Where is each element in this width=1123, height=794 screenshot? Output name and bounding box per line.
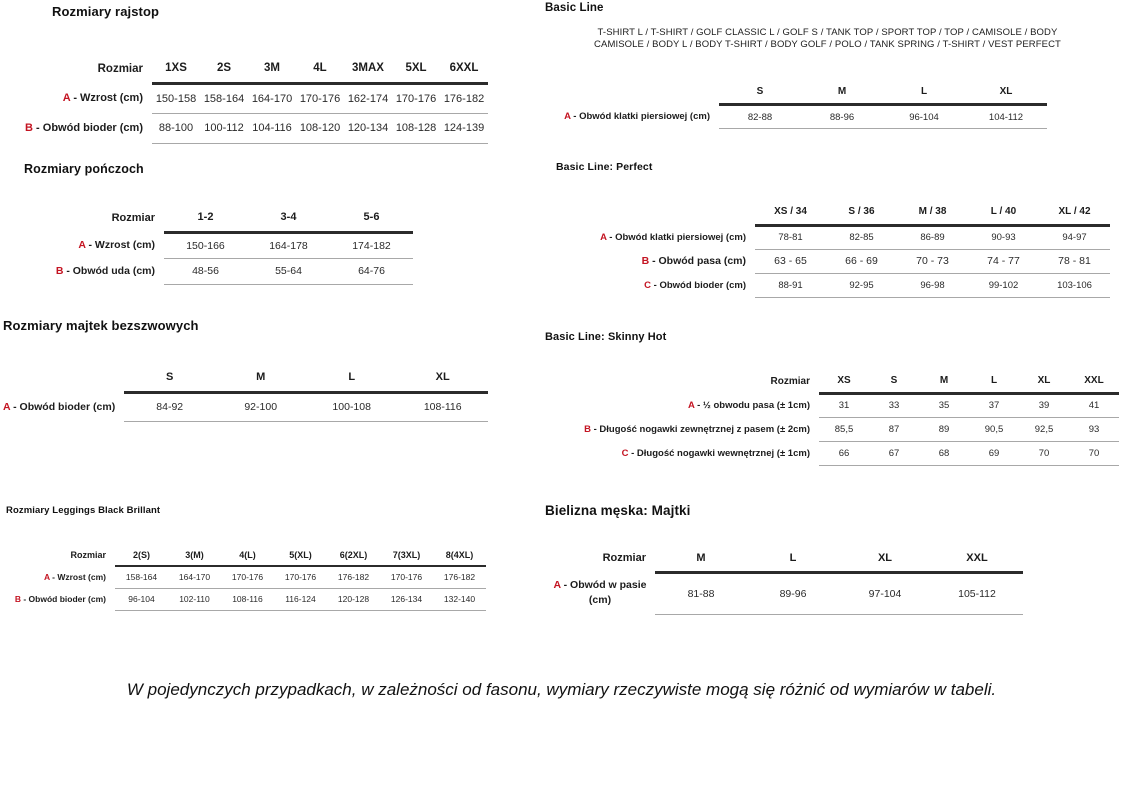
value-cell: 100-108 — [306, 392, 397, 421]
size-table-mens-briefs — [545, 546, 1023, 615]
section-basic-line-perfect — [556, 161, 1110, 298]
column-header: S / 36 — [826, 199, 897, 225]
column-header: M — [215, 364, 306, 392]
value-cell: 92-95 — [826, 273, 897, 297]
size-header-label: Rozmiar — [97, 63, 143, 75]
size-header-label: Rozmiar — [70, 550, 106, 560]
section-mens-underwear-briefs — [545, 503, 1023, 615]
row-label: A - Wzrost (cm) — [62, 92, 143, 104]
value-cell: 176-182 — [433, 566, 486, 588]
table-row — [24, 258, 413, 284]
column-header: 3M — [248, 55, 296, 83]
value-cell: 68 — [919, 441, 969, 465]
table-header-row — [8, 55, 488, 83]
column-header: 2(S) — [115, 544, 168, 566]
row-label: A - Obwód klatki piersiowej (cm) — [600, 231, 746, 243]
value-cell: 93 — [1069, 417, 1119, 441]
row-label: A - Obwód bioder (cm) — [3, 400, 116, 413]
value-cell: 96-104 — [883, 105, 965, 129]
value-cell: 108-120 — [296, 113, 344, 143]
section-title: Rozmiary Leggings Black Brillant — [6, 505, 161, 516]
value-cell: 170-176 — [380, 566, 433, 588]
row-letter: B — [25, 122, 33, 134]
size-table-skinny-hot — [545, 369, 1119, 466]
value-cell: 81-88 — [655, 572, 747, 614]
column-header: XL — [397, 364, 488, 392]
row-letter: B — [584, 423, 591, 435]
column-header: 4L — [296, 55, 344, 83]
column-header: 8(4XL) — [433, 544, 486, 566]
value-cell: 120-128 — [327, 588, 380, 610]
column-header: 5(XL) — [274, 544, 327, 566]
value-cell: 78 - 81 — [1039, 249, 1110, 273]
value-cell: 126-134 — [380, 588, 433, 610]
value-cell: 90,5 — [969, 417, 1019, 441]
value-cell: 108-116 — [221, 588, 274, 610]
size-header-label — [556, 199, 755, 225]
column-header: 3-4 — [247, 204, 330, 232]
value-cell: 124-139 — [440, 113, 488, 143]
value-cell: 94-97 — [1039, 225, 1110, 249]
size-table-stockings — [24, 204, 413, 285]
value-cell: 116-124 — [274, 588, 327, 610]
column-header: XS — [819, 369, 869, 393]
value-cell: 176-182 — [440, 83, 488, 113]
value-cell: 69 — [969, 441, 1019, 465]
row-label: B - Obwód bioder (cm) — [25, 122, 143, 134]
value-cell: 176-182 — [327, 566, 380, 588]
value-cell: 120-134 — [344, 113, 392, 143]
value-cell: 100-112 — [200, 113, 248, 143]
value-cell: 150-166 — [164, 232, 247, 258]
section-seamless-panties-sizes — [3, 318, 488, 422]
value-cell: 108-116 — [397, 392, 488, 421]
column-header: 6XXL — [440, 55, 488, 83]
value-cell: 66 — [819, 441, 869, 465]
column-header: 2S — [200, 55, 248, 83]
value-cell: 70 — [1069, 441, 1119, 465]
row-label: A - ½ obwodu pasa (± 1cm) — [687, 399, 810, 411]
section-title: Basic Line: Perfect — [556, 161, 653, 173]
row-letter: C — [621, 447, 629, 459]
column-header: XXL — [931, 546, 1023, 572]
section-title: Rozmiary pończoch — [24, 162, 144, 176]
row-label: B - Długość nogawki zewnętrznej z pasem (± 2cm) — [584, 423, 810, 435]
value-cell: 70 — [1019, 441, 1069, 465]
size-table-basic-line — [545, 81, 1047, 130]
table-row — [8, 113, 488, 143]
table-row — [3, 392, 488, 421]
column-header: 7(3XL) — [380, 544, 433, 566]
row-letter: A — [43, 572, 50, 582]
table-row — [24, 232, 413, 258]
table-row — [8, 83, 488, 113]
column-header: M / 38 — [897, 199, 968, 225]
value-cell: 88-96 — [801, 105, 883, 129]
table-header-row — [545, 369, 1119, 393]
column-header: 6(2XL) — [327, 544, 380, 566]
section-tights-sizes — [8, 4, 488, 144]
value-cell: 174-182 — [330, 232, 413, 258]
row-letter: C — [644, 279, 651, 291]
value-cell: 170-176 — [274, 566, 327, 588]
value-cell: 67 — [869, 441, 919, 465]
column-header: S — [869, 369, 919, 393]
row-letter: A — [564, 111, 571, 123]
row-letter: A — [78, 239, 86, 251]
product-list-line-1: T-SHIRT L / T-SHIRT / GOLF CLASSIC L / GOLF S / TANK TOP / SPORT TOP / TOP / CAMISOLE / BODY — [597, 27, 1058, 38]
value-cell: 87 — [869, 417, 919, 441]
column-header: L — [747, 546, 839, 572]
value-cell: 39 — [1019, 393, 1069, 417]
row-letter: A — [687, 399, 695, 411]
table-row — [556, 249, 1110, 273]
value-cell: 66 - 69 — [826, 249, 897, 273]
value-cell: 150-158 — [152, 83, 200, 113]
row-label: C - Długość nogawki wewnętrznej (± 1cm) — [621, 447, 810, 459]
row-label: A - Obwód w pasie (cm) — [553, 578, 647, 606]
value-cell: 102-110 — [168, 588, 221, 610]
section-basic-line — [545, 2, 1110, 129]
column-header: 1-2 — [164, 204, 247, 232]
row-letter: B — [55, 265, 64, 277]
size-header-label — [545, 81, 719, 105]
table-header-row — [556, 199, 1110, 225]
column-header: M — [801, 81, 883, 105]
row-letter: B — [641, 255, 650, 267]
value-cell: 74 - 77 — [968, 249, 1039, 273]
table-row — [545, 393, 1119, 417]
value-cell: 84-92 — [124, 392, 215, 421]
value-cell: 164-178 — [247, 232, 330, 258]
table-header-row — [3, 364, 488, 392]
column-header: L — [883, 81, 965, 105]
size-table-tights — [8, 55, 488, 144]
value-cell: 37 — [969, 393, 1019, 417]
row-letter: A — [553, 578, 561, 591]
value-cell: 104-116 — [248, 113, 296, 143]
table-row — [545, 105, 1047, 129]
value-cell: 158-164 — [200, 83, 248, 113]
row-label: B - Obwód uda (cm) — [55, 265, 155, 277]
product-list-text — [545, 27, 1110, 52]
value-cell: 33 — [869, 393, 919, 417]
row-letter: A — [600, 231, 607, 243]
table-row — [545, 441, 1119, 465]
value-cell: 48-56 — [164, 258, 247, 284]
table-header-row — [545, 81, 1047, 105]
value-cell: 82-85 — [826, 225, 897, 249]
value-cell: 97-104 — [839, 572, 931, 614]
size-header-label: Rozmiar — [602, 552, 646, 565]
table-row — [6, 588, 486, 610]
value-cell: 89-96 — [747, 572, 839, 614]
value-cell: 90-93 — [968, 225, 1039, 249]
column-header: XL / 42 — [1039, 199, 1110, 225]
row-letter: A — [62, 92, 71, 104]
column-header: XS / 34 — [755, 199, 826, 225]
section-title: Rozmiary rajstop — [52, 4, 160, 19]
row-label: A - Wzrost (cm) — [43, 572, 106, 582]
value-cell: 103-106 — [1039, 273, 1110, 297]
row-letter: A — [3, 400, 11, 413]
column-header: 4(L) — [221, 544, 274, 566]
value-cell: 88-100 — [152, 113, 200, 143]
column-header: 3MAX — [344, 55, 392, 83]
table-row — [545, 417, 1119, 441]
column-header: 1XS — [152, 55, 200, 83]
value-cell: 35 — [919, 393, 969, 417]
section-basic-line-skinny-hot — [545, 331, 1119, 466]
value-cell: 85,5 — [819, 417, 869, 441]
value-cell: 63 - 65 — [755, 249, 826, 273]
value-cell: 164-170 — [168, 566, 221, 588]
value-cell: 99-102 — [968, 273, 1039, 297]
value-cell: 170-176 — [296, 83, 344, 113]
value-cell: 41 — [1069, 393, 1119, 417]
size-header-label — [3, 364, 124, 392]
column-header: M — [919, 369, 969, 393]
value-cell: 82-88 — [719, 105, 801, 129]
table-header-row — [6, 544, 486, 566]
value-cell: 89 — [919, 417, 969, 441]
table-row — [556, 273, 1110, 297]
value-cell: 92-100 — [215, 392, 306, 421]
column-header: L — [969, 369, 1019, 393]
section-title: Basic Line — [545, 2, 604, 14]
value-cell: 96-98 — [897, 273, 968, 297]
row-label: B - Obwód pasa (cm) — [641, 255, 746, 267]
table-header-row — [545, 546, 1023, 572]
value-cell: 162-174 — [344, 83, 392, 113]
value-cell: 170-176 — [221, 566, 274, 588]
row-letter: B — [14, 594, 21, 604]
value-cell: 105-112 — [931, 572, 1023, 614]
column-header: L / 40 — [968, 199, 1039, 225]
column-header: XXL — [1069, 369, 1119, 393]
row-label: A - Obwód klatki piersiowej (cm) — [564, 111, 710, 123]
value-cell: 158-164 — [115, 566, 168, 588]
value-cell: 70 - 73 — [897, 249, 968, 273]
size-table-perfect — [556, 199, 1110, 298]
value-cell: 104-112 — [965, 105, 1047, 129]
column-header: L — [306, 364, 397, 392]
table-row — [6, 566, 486, 588]
value-cell: 164-170 — [248, 83, 296, 113]
row-label: C - Obwód bioder (cm) — [644, 279, 746, 291]
section-title: Bielizna męska: Majtki — [545, 503, 691, 518]
product-list-line-2: CAMISOLE / BODY L / BODY T-SHIRT / BODY GOLF / POLO / TANK SPRING / T-SHIRT / VEST PERFECT — [594, 39, 1061, 51]
value-cell: 88-91 — [755, 273, 826, 297]
section-title: Rozmiary majtek bezszwowych — [3, 318, 199, 333]
value-cell: 64-76 — [330, 258, 413, 284]
value-cell: 108-128 — [392, 113, 440, 143]
column-header: XL — [839, 546, 931, 572]
section-leggings-sizes — [6, 505, 486, 611]
value-cell: 170-176 — [392, 83, 440, 113]
column-header: 3(M) — [168, 544, 221, 566]
table-row — [545, 572, 1023, 614]
size-table-leggings — [6, 544, 486, 611]
value-cell: 86-89 — [897, 225, 968, 249]
value-cell: 132-140 — [433, 588, 486, 610]
value-cell: 78-81 — [755, 225, 826, 249]
size-table-seamless-panties — [3, 364, 488, 422]
column-header: 5XL — [392, 55, 440, 83]
table-header-row — [24, 204, 413, 232]
section-title: Basic Line: Skinny Hot — [545, 331, 667, 343]
value-cell: 92,5 — [1019, 417, 1069, 441]
size-header-label: Rozmiar — [770, 375, 810, 387]
column-header: XL — [965, 81, 1047, 105]
value-cell: 31 — [819, 393, 869, 417]
value-cell: 55-64 — [247, 258, 330, 284]
table-row — [556, 225, 1110, 249]
section-stockings-sizes — [24, 162, 413, 285]
disclaimer-note: W pojedynczych przypadkach, w zależności od fasonu, wymiary rzeczywiste mogą się różnić od wymiarów w tabeli. — [126, 680, 997, 699]
column-header: S — [124, 364, 215, 392]
column-header: M — [655, 546, 747, 572]
size-header-label: Rozmiar — [111, 212, 155, 224]
column-header: S — [719, 81, 801, 105]
row-label: A - Wzrost (cm) — [78, 239, 155, 251]
column-header: XL — [1019, 369, 1069, 393]
value-cell: 96-104 — [115, 588, 168, 610]
row-label: B - Obwód bioder (cm) — [14, 594, 106, 604]
column-header: 5-6 — [330, 204, 413, 232]
